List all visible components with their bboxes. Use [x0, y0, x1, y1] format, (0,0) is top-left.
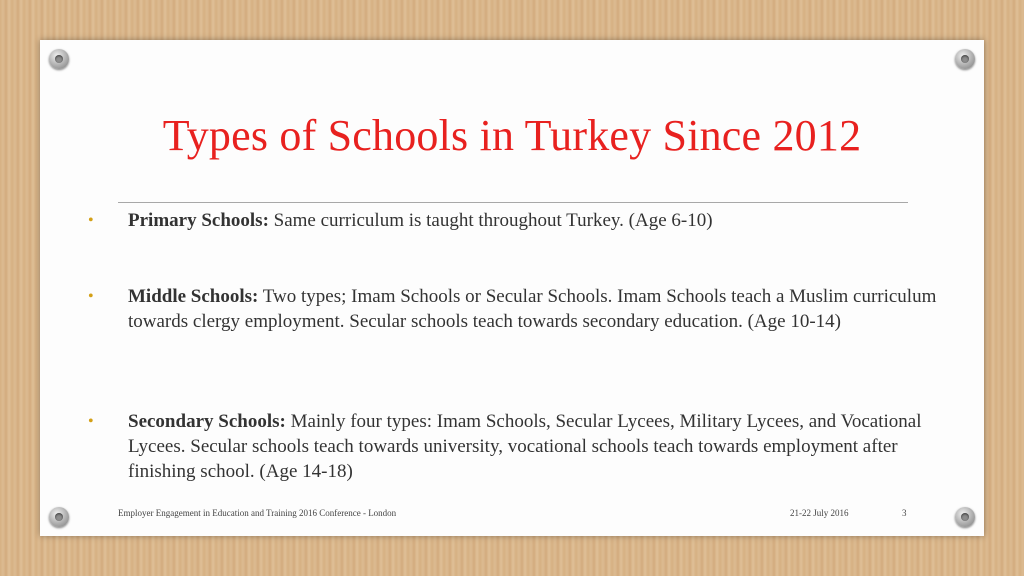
footer-date: 21-22 July 2016	[790, 508, 849, 518]
grommet-top-left-icon	[49, 49, 69, 69]
slide-title: Types of Schools in Turkey Since 2012	[162, 111, 862, 160]
bullet-dot-icon: •	[88, 212, 94, 229]
footer-page-number: 3	[902, 508, 907, 518]
bullet-primary-schools	[88, 208, 958, 233]
grommet-top-right-icon	[955, 49, 975, 69]
bullet-secondary-schools	[88, 409, 958, 484]
bullet-body: Two types; Imam Schools or Secular Schools. Imam Schools teach a Muslim curriculum towards clergy employment. Secular schools teach towards secondary education. (Age 10-14)	[128, 286, 937, 332]
title-divider	[118, 202, 908, 203]
bullet-dot-icon: •	[88, 413, 94, 430]
bullet-text	[128, 208, 958, 233]
grommet-bottom-right-icon	[955, 507, 975, 527]
bullet-dot-icon: •	[88, 288, 94, 305]
grommet-bottom-left-icon	[49, 507, 69, 527]
bullet-body: Mainly four types: Imam Schools, Secular Lycees, Military Lycees, and Vocational Lycees. Secular schools teach towards university, vocational schools teach towards employment after finishing school. (Age 14-18)	[128, 411, 922, 482]
slide	[40, 40, 984, 536]
bullet-label: Middle Schools:	[128, 286, 259, 307]
bullet-text	[128, 409, 958, 484]
bullet-label: Primary Schools:	[128, 210, 269, 231]
bullet-body: Same curriculum is taught throughout Turkey. (Age 6-10)	[268, 210, 713, 231]
footer-conference: Employer Engagement in Education and Training 2016 Conference - London	[118, 508, 397, 518]
bullet-text	[128, 284, 958, 334]
bullet-middle-schools	[88, 284, 958, 334]
bullet-label: Secondary Schools:	[128, 411, 286, 432]
